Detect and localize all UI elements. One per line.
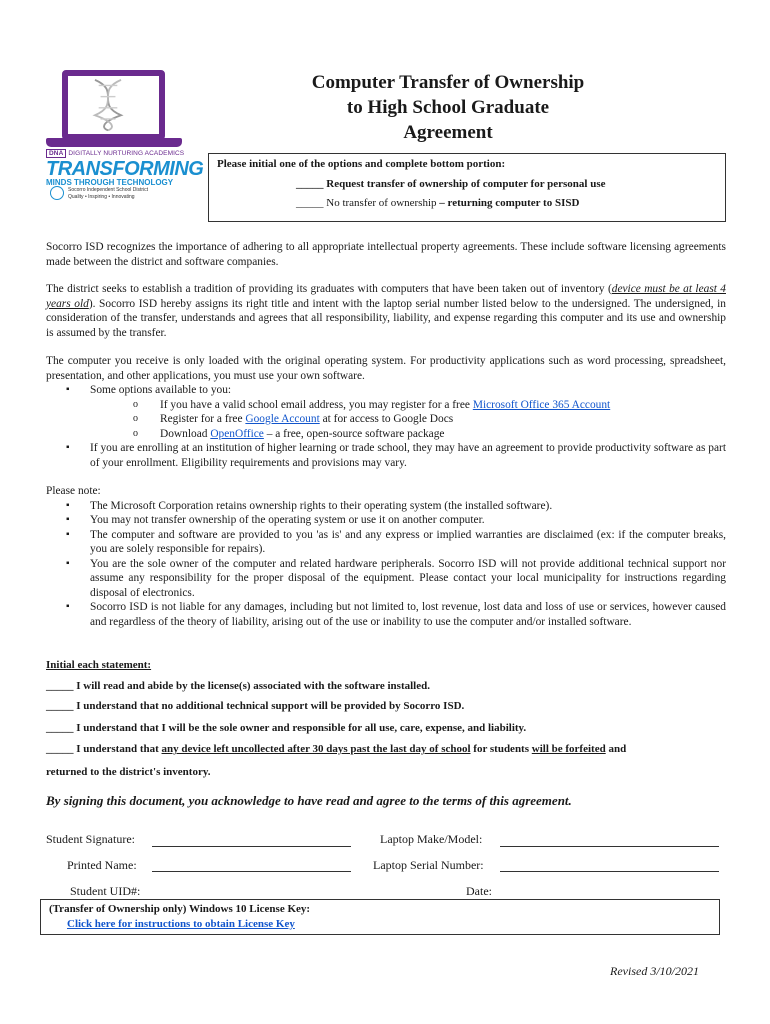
option-no-transfer[interactable]: _____ No transfer of ownership – returning computer to SISD [296, 197, 580, 209]
date-label: Date: [466, 884, 492, 898]
district-seal-icon [50, 186, 64, 200]
list-item: o If you have a valid school email address, you may register for a free Microsoft Office 365 Account [90, 398, 726, 413]
microsoft-office-link[interactable]: Microsoft Office 365 Account [472, 398, 611, 411]
intro-paragraph: Socorro ISD recognizes the importance of adhering to all appropriate intellectual property agreements. These include software licensing agreements made between the district and software companies. [46, 241, 726, 268]
printed-name-field[interactable] [152, 871, 351, 872]
logo-district: Socorro Independent School District [68, 187, 149, 193]
laptop-screen-graphic [62, 70, 165, 140]
list-item: ▪ You are the sole owner of the computer and related hardware peripherals. Socorro ISD will not provide additional technical support nor assume any responsibility for the proper disposal of the equipment. Please contact your local municipality for instructions regarding disposal of electronics. [46, 557, 726, 601]
google-account-link[interactable]: Google Account [245, 413, 320, 425]
list-item: o Download OpenOffice – a free, open-source software package [90, 427, 726, 442]
list-item: ▪ If you are enrolling at an institution of higher learning or trade school, they may have an agreement to provide productivity software as part of your enrollment. Eligibility requirements and provisions may vary. [46, 441, 726, 470]
dna-icon [86, 78, 130, 132]
student-signature-label: Student Signature: [46, 832, 135, 846]
laptop-make-field[interactable] [500, 846, 719, 847]
laptop-make-label: Laptop Make/Model: [380, 832, 483, 846]
license-key-title: (Transfer of Ownership only) Windows 10 License Key: [49, 903, 311, 915]
district-logo [46, 70, 204, 200]
statement-license[interactable]: _____ I will read and abide by the license(s) associated with the software installed. [46, 680, 430, 692]
license-key-box [40, 899, 720, 935]
options-box [208, 153, 726, 222]
laptop-serial-label: Laptop Serial Number: [373, 858, 484, 872]
statement-ownership[interactable]: _____ I understand that I will be the sole owner and responsible for all use, care, expense, and liability. [46, 722, 527, 734]
statement-forfeit-cont: returned to the district's inventory. [46, 766, 211, 778]
laptop-serial-field[interactable] [500, 871, 719, 872]
openoffice-link[interactable]: OpenOffice [210, 427, 264, 440]
printed-name-label: Printed Name: [67, 858, 137, 872]
option-request-transfer[interactable]: _____ Request transfer of ownership of computer for personal use [296, 178, 606, 190]
logo-tagline: DNA DIGITALLY NURTURING ACADEMICS [46, 150, 182, 157]
logo-motto: Quality • Inspiring • Innovating [68, 194, 135, 200]
logo-subtitle: MINDS THROUGH TECHNOLOGY [46, 178, 174, 187]
list-item: ▪ You may not transfer ownership of the operating system or use it on another computer. [46, 513, 726, 528]
list-item: o Register for a free Google Account at for access to Google Docs [90, 412, 726, 427]
license-key-instructions-link[interactable]: Click here for instructions to obtain License Key [67, 918, 295, 930]
options-instructions: Please initial one of the options and complete bottom portion: [217, 158, 506, 170]
document-title: Computer Transfer of Ownership to High School Graduate Agreement [311, 72, 585, 143]
statement-support[interactable]: _____ I understand that no additional technical support will be provided by Socorro ISD. [46, 700, 465, 712]
list-item: ▪ Socorro ISD is not liable for any damages, including but not limited to, lost revenue, lost data and loss of use or services, however caused and regardless of the theory of liability, arising out of the use or inability to use the computer and/or installed software. [46, 600, 726, 629]
acknowledgement: By signing this document, you acknowledge to have read and agree to the terms of this agreement. [46, 793, 572, 808]
laptop-base-graphic [46, 138, 182, 147]
initial-statements-header: Initial each statement: [46, 659, 152, 671]
logo-wordmark: TRANSFORMING [46, 158, 204, 180]
notes-section [46, 484, 726, 629]
software-paragraph: The computer you receive is only loaded with the original operating system. For productivity applications such as word processing, spreadsheet, presentation, and other applications, you must use your own software. ▪ Some options available to you: o If you have a valid school email address, you may register for a free Microsoft Office 365 Account o Register for a free Google Account at for access to Google Docs o Download OpenOffice – a free, open-source software package ▪ If you are enrolling at an institution of higher learning or trade school, they may have an agreement to provide productivity software as part of your enrollment. Eligibility requirements and provisions may vary. [46, 354, 726, 470]
transfer-paragraph: The district seeks to establish a tradition of providing its graduates with computers that have been taken out of inventory (device must be at least 4 years old). Socorro ISD hereby assigns its right title and intent with the laptop serial number listed below to the undersigned. The undersigned, in consideration of the transfer, understands and agrees that all responsibility, liability, and expense regarding this computer and its use and ownership is assumed by the transfer. [46, 283, 727, 339]
list-item: ▪ The Microsoft Corporation retains ownership rights to their operating system (the installed software). [46, 499, 726, 514]
list-item: ▪ Some options available to you: o If you have a valid school email address, you may register for a free Microsoft Office 365 Account o Register for a free Google Account at for access to Google Docs o Download OpenOffice – a free, open-source software package [46, 383, 726, 441]
statement-forfeit[interactable]: _____ I understand that any device left uncollected after 30 days past the last day of school for students will be forfeited and [46, 743, 627, 755]
revision-date: Revised 3/10/2021 [610, 964, 699, 978]
student-signature-field[interactable] [152, 846, 351, 847]
student-uid-label: Student UID#: [70, 884, 141, 898]
notes-header: Please note: [46, 485, 101, 497]
list-item: ▪ The computer and software are provided to you 'as is' and any express or implied warranties are disclaimed (ex: if the computer breaks, you are solely responsible for repairs). [46, 528, 726, 557]
